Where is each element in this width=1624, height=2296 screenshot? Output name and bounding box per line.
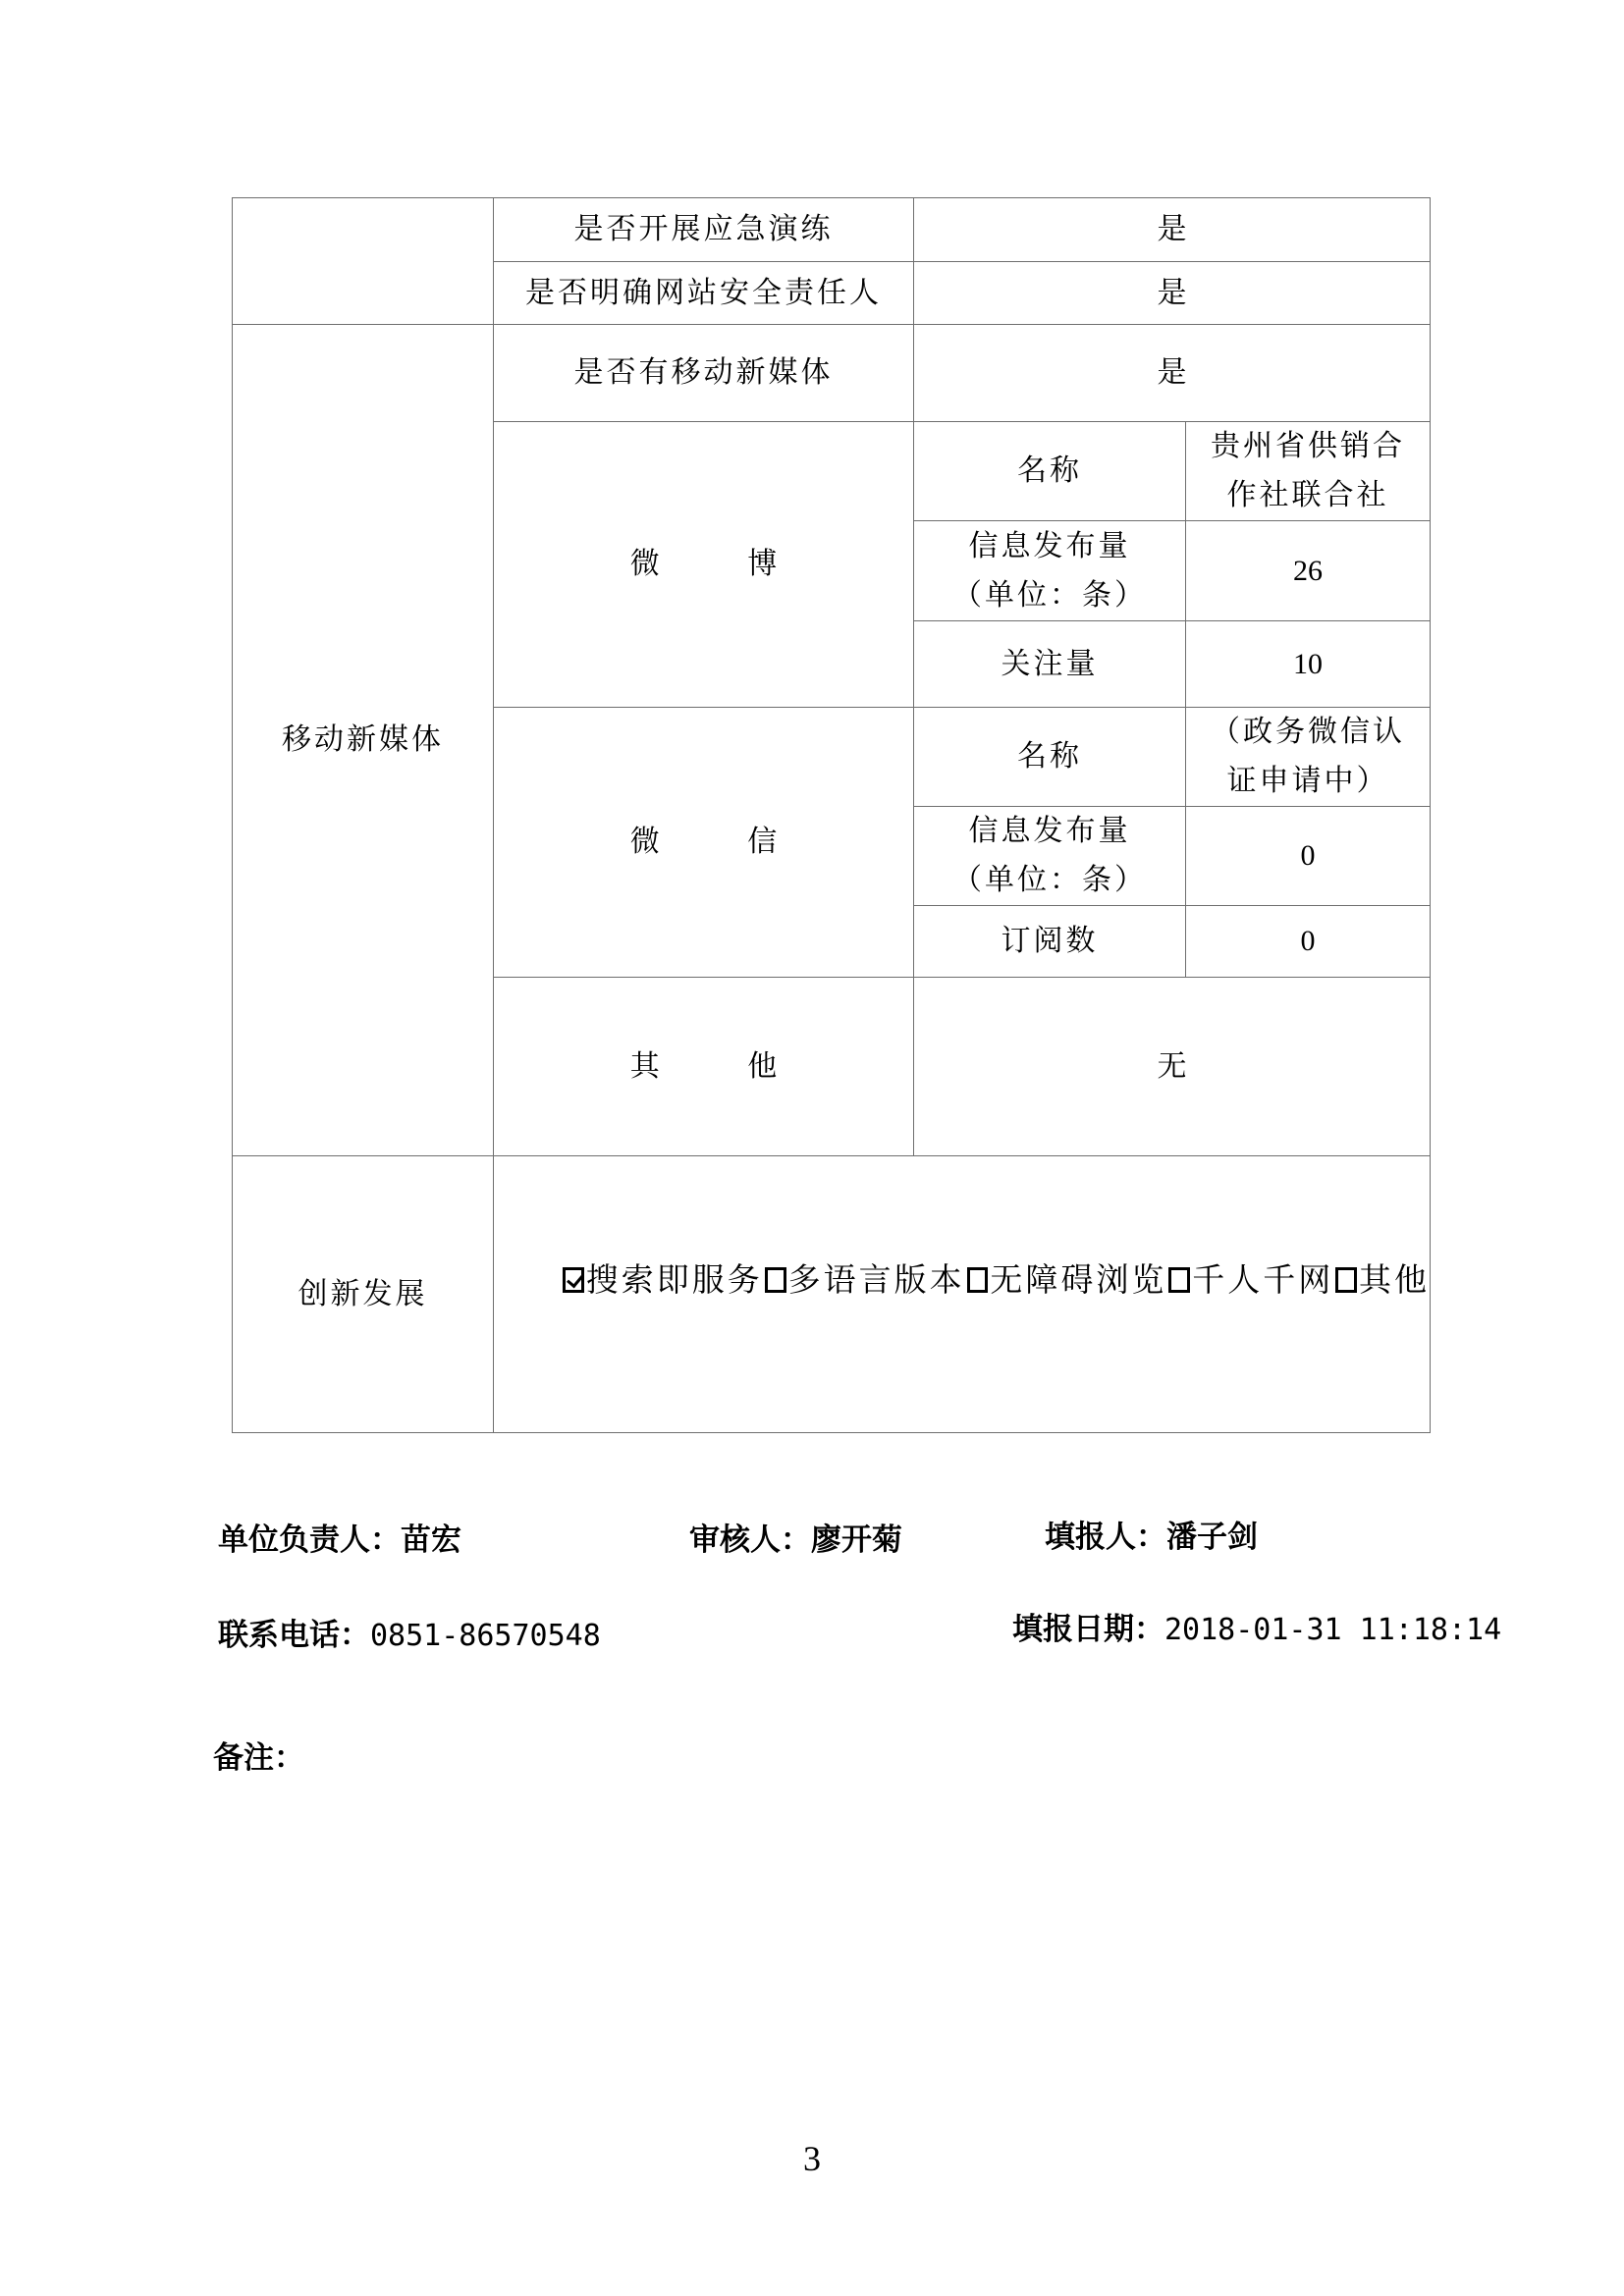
filler-line — [1045, 1512, 1258, 1556]
mobile-section-label: 移动新媒体 — [233, 325, 494, 1156]
innovation-options-cell — [494, 1156, 1431, 1433]
wechat-publish-label-line2: （单位：条） — [952, 863, 1147, 897]
innovation-label: 创新发展 — [233, 1156, 494, 1433]
table-row — [233, 1156, 1431, 1433]
wechat-publish-label — [914, 807, 1186, 906]
phone-value: 0851-86570548 — [370, 1619, 601, 1653]
date-label: 填报日期： — [1012, 1612, 1164, 1647]
other-label: 其 他 — [494, 978, 914, 1156]
option-label: 千人千网 — [1192, 1259, 1334, 1299]
checkbox-icon[interactable] — [1168, 1267, 1190, 1293]
unit-head-label: 单位负责人： — [218, 1522, 401, 1558]
other-value: 无 — [914, 978, 1431, 1156]
wechat-publish-value: 0 — [1186, 807, 1431, 906]
unit-head-value: 苗宏 — [401, 1522, 461, 1558]
weibo-name-line2: 作社联合社 — [1226, 478, 1389, 512]
reviewer-label: 审核人： — [689, 1522, 811, 1558]
table-row — [233, 198, 1431, 262]
checkbox-checked-icon[interactable] — [563, 1267, 584, 1293]
weibo-name-value — [1186, 422, 1431, 521]
weibo-publish-label — [914, 521, 1186, 621]
date-line — [1012, 1604, 1501, 1648]
weibo-label: 微 博 — [494, 422, 914, 708]
report-table — [232, 197, 1431, 1433]
option-label: 无障碍浏览 — [990, 1259, 1167, 1299]
wechat-name-line2: 证申请中） — [1226, 764, 1389, 798]
wechat-label: 微 信 — [494, 708, 914, 978]
has-mobile-label: 是否有移动新媒体 — [494, 325, 914, 422]
wechat-publish-label-line1: 信息发布量 — [968, 814, 1131, 848]
wechat-subscribe-value: 0 — [1186, 906, 1431, 978]
unit-head-line — [218, 1515, 461, 1559]
checkbox-icon[interactable] — [1335, 1267, 1357, 1293]
innovation-options — [494, 1255, 1430, 1305]
option-label: 搜索即服务 — [585, 1259, 763, 1299]
checkbox-icon[interactable] — [765, 1267, 786, 1293]
phone-line — [218, 1610, 601, 1654]
reviewer-value: 廖开菊 — [811, 1522, 902, 1558]
security-owner-value: 是 — [914, 262, 1431, 325]
emergency-drill-value: 是 — [914, 198, 1431, 262]
weibo-follow-label: 关注量 — [914, 621, 1186, 708]
reviewer-line — [689, 1515, 902, 1559]
weibo-publish-label-line1: 信息发布量 — [968, 528, 1131, 563]
empty-section-cell — [233, 198, 494, 325]
option-label: 其他 — [1358, 1259, 1430, 1299]
date-value: 2018-01-31 11:18:14 — [1164, 1613, 1502, 1647]
has-mobile-value: 是 — [914, 325, 1431, 422]
wechat-name-line1: （政务微信认 — [1211, 715, 1405, 749]
remarks-label: 备注： — [213, 1740, 304, 1776]
security-owner-label: 是否明确网站安全责任人 — [494, 262, 914, 325]
option-label: 多语言版本 — [787, 1259, 965, 1299]
emergency-drill-label: 是否开展应急演练 — [494, 198, 914, 262]
phone-label: 联系电话： — [218, 1618, 370, 1653]
weibo-name-line1: 贵州省供销合 — [1211, 429, 1405, 463]
wechat-name-value — [1186, 708, 1431, 807]
weibo-name-label: 名称 — [914, 422, 1186, 521]
checkbox-icon[interactable] — [967, 1267, 989, 1293]
weibo-follow-value: 10 — [1186, 621, 1431, 708]
weibo-publish-label-line2: （单位：条） — [952, 577, 1147, 613]
wechat-subscribe-label: 订阅数 — [914, 906, 1186, 978]
filler-label: 填报人： — [1045, 1520, 1166, 1555]
weibo-publish-value: 26 — [1186, 521, 1431, 621]
wechat-name-label: 名称 — [914, 708, 1186, 807]
filler-value: 潘子剑 — [1166, 1520, 1258, 1555]
table-row — [233, 325, 1431, 422]
page-number: 3 — [803, 2139, 821, 2178]
